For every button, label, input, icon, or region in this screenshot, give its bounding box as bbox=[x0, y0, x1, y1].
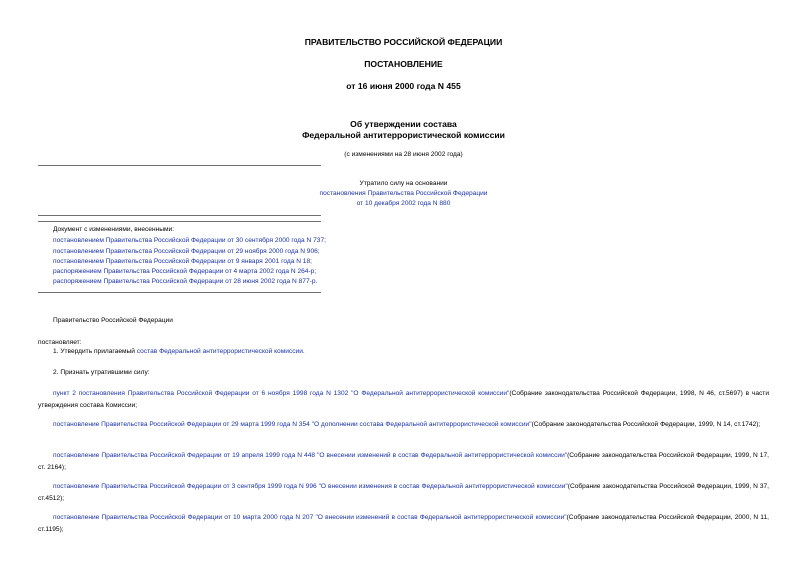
amendment-link[interactable]: постановлением Правительства Российской Федерации от 9 января 2001 года N 18; bbox=[53, 258, 312, 265]
repeal-line1: Утратило силу на основании bbox=[359, 180, 448, 187]
repealed-link[interactable]: постановление Правительства Российской Федерации от 29 марта 1999 года N 354 "О дополнении состава Федеральной антитеррористической комиссии" bbox=[53, 421, 532, 428]
amendment-link[interactable]: постановлением Правительства Российской Федерации от 30 сентября 2000 года N 737; bbox=[53, 237, 326, 244]
repealed-paragraph bbox=[38, 450, 769, 474]
document-date-number: от 16 июня 2000 года N 455 bbox=[346, 81, 461, 91]
repealed-paragraph bbox=[38, 419, 769, 431]
document-title-line2: Федеральной антитеррористической комиссии bbox=[302, 130, 505, 140]
divider bbox=[38, 215, 321, 216]
body-item1 bbox=[53, 348, 305, 355]
amendment-link[interactable]: постановлением Правительства Российской Федерации от 29 ноября 2000 года N 906; bbox=[53, 248, 320, 255]
repealed-paragraph bbox=[38, 388, 769, 412]
amendment-link[interactable]: распоряжением Правительства Российской Федерации от 4 марта 2002 года N 264-р; bbox=[53, 268, 317, 275]
amendment-link[interactable]: распоряжением Правительства Российской Федерации от 28 июня 2002 года N 877-р. bbox=[53, 278, 318, 285]
body-item2: 2. Признать утратившими силу: bbox=[53, 369, 150, 376]
repealed-source: (Собрание законодательства Российской Федерации, 1999, N 17, ст. 2164); bbox=[38, 452, 769, 471]
composition-link[interactable]: состав Федеральной антитеррористической комиссии. bbox=[136, 348, 305, 355]
repealed-link[interactable]: постановление Правительства Российской Федерации от 19 апреля 1999 года N 448 "О внесении изменений в состав Федеральной антитеррористической комиссии" bbox=[53, 452, 568, 459]
repeal-link-line2[interactable]: от 10 декабря 2002 года N 880 bbox=[356, 200, 451, 207]
document-type: ПОСТАНОВЛЕНИЕ bbox=[364, 59, 443, 69]
body-government-line: Правительство Российской Федерации bbox=[53, 317, 173, 324]
repealed-paragraph bbox=[38, 512, 769, 536]
divider bbox=[38, 221, 321, 222]
body-decrees: постановляет: bbox=[38, 339, 82, 346]
repealed-source: (Собрание законодательства Российской Федерации, 1998, N 46, ст.5697) в части утверждения состава Комиссии; bbox=[38, 390, 770, 409]
divider bbox=[38, 165, 321, 166]
amendments-intro: Документ с изменениями, внесенными: bbox=[53, 226, 175, 233]
repealed-paragraph bbox=[38, 481, 769, 505]
repeal-link-line1[interactable]: постановления Правительства Российской Федерации bbox=[319, 190, 488, 197]
repealed-source: (Собрание законодательства Российской Федерации, 1999, N 14, ст.1742); bbox=[531, 421, 761, 428]
government-heading: ПРАВИТЕЛЬСТВО РОССИЙСКОЙ ФЕДЕРАЦИИ bbox=[304, 37, 503, 47]
changes-note: (с изменениями на 28 июня 2002 года) bbox=[344, 151, 463, 158]
repealed-link[interactable]: постановление Правительства Российской Федерации от 10 марта 2000 года N 207 "О внесении изменений в состав Федеральной антитеррористической комиссии" bbox=[53, 514, 567, 521]
repealed-link[interactable]: пункт 2 постановления Правительства Российской Федерации от 6 ноября 1998 года N 1302 "О Федеральной антитеррористической комиссии" bbox=[53, 390, 510, 397]
repealed-source: (Собрание законодательства Российской Федерации, 1999, N 37, ст.4512); bbox=[38, 483, 769, 502]
item1-text: 1. Утвердить прилагаемый bbox=[53, 348, 137, 355]
document-title-line1: Об утверждении состава bbox=[350, 119, 457, 129]
repealed-link[interactable]: постановление Правительства Российской Федерации от 3 сентября 1999 года N 996 "О внесении изменения в состав Федеральной антитеррористической комиссии" bbox=[53, 483, 568, 490]
repealed-source: (Собрание законодательства Российской Федерации, 2000, N 11, ст.1195); bbox=[38, 514, 769, 533]
divider bbox=[38, 292, 321, 293]
